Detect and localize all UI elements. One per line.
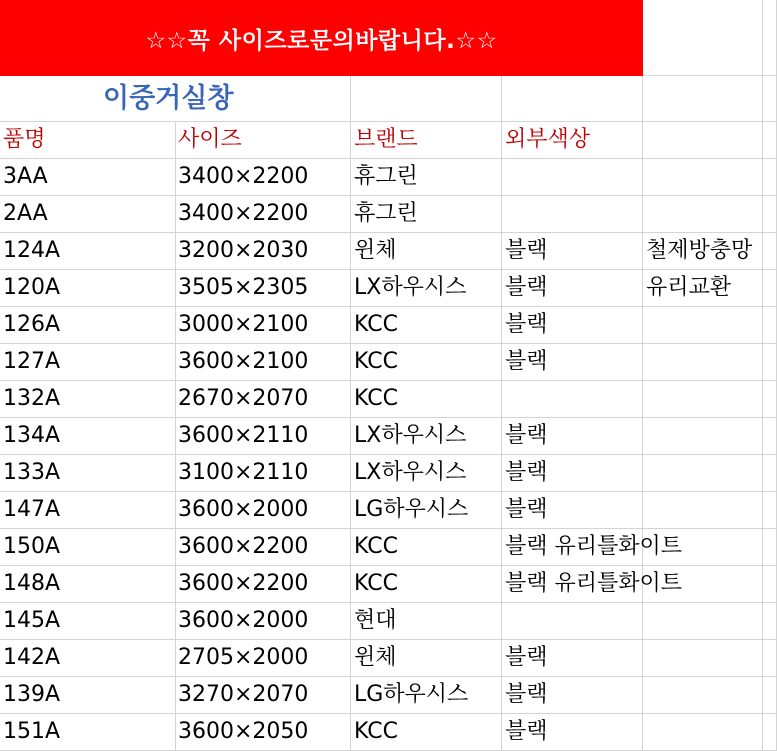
cell-item-code[interactable] <box>0 307 176 344</box>
cell-brand-text: 휴그린 <box>354 201 418 226</box>
cell-brand-text: KCC <box>354 719 398 744</box>
cell-brand[interactable] <box>351 566 502 603</box>
cell-exterior-color-text: 블랙 <box>505 682 548 707</box>
cell-exterior-color[interactable] <box>502 677 643 714</box>
cell-extra[interactable] <box>763 566 777 603</box>
cell-size-text: 3270×2070 <box>178 682 309 707</box>
cell-item-code-text: 120A <box>3 275 61 300</box>
cell-size-text: 3200×2030 <box>178 238 309 263</box>
cell-note-text: 철제방충망 <box>646 238 753 263</box>
cell-exterior-color-text: 블랙 <box>505 497 548 522</box>
cell-brand[interactable] <box>351 418 502 455</box>
cell-exterior-color[interactable] <box>502 455 643 492</box>
cell-exterior-color-text: 블랙 <box>505 719 548 744</box>
cell-extra[interactable] <box>763 270 777 307</box>
cell-note[interactable] <box>643 381 763 418</box>
cell-brand[interactable] <box>351 714 502 751</box>
cell-extra[interactable] <box>763 344 777 381</box>
cell-size[interactable] <box>176 566 351 603</box>
cell-item-code[interactable] <box>0 714 176 751</box>
cell-brand[interactable] <box>351 159 502 196</box>
cell-size[interactable] <box>176 159 351 196</box>
cell-item-code-text: 126A <box>3 312 61 337</box>
cell-size-text: 3600×2100 <box>178 349 309 374</box>
cell-note[interactable] <box>643 677 763 714</box>
cell-exterior-color[interactable] <box>502 566 683 603</box>
cell-item-code[interactable] <box>0 492 176 529</box>
cell-item-code[interactable] <box>0 270 176 307</box>
cell-exterior-color-text: 블랙 <box>505 349 548 374</box>
cell-brand-text: KCC <box>354 534 398 559</box>
cell-note[interactable] <box>643 196 763 233</box>
cell-item-code[interactable] <box>0 381 176 418</box>
cell-extra[interactable] <box>763 640 777 677</box>
cell-size[interactable] <box>176 381 351 418</box>
cell-exterior-color[interactable] <box>502 307 643 344</box>
cell-brand[interactable] <box>351 270 502 307</box>
cell-extra[interactable] <box>763 418 777 455</box>
cell-extra[interactable] <box>763 381 777 418</box>
cell-brand-text: LG하우시스 <box>354 497 469 522</box>
header-extra[interactable] <box>763 122 777 159</box>
cell-note-text: 유리교환 <box>646 275 732 300</box>
empty-cell[interactable] <box>351 76 502 122</box>
cell-item-code[interactable] <box>0 603 176 640</box>
cell-item-code[interactable] <box>0 418 176 455</box>
cell-extra[interactable] <box>763 455 777 492</box>
cell-exterior-color[interactable] <box>502 159 643 196</box>
cell-exterior-color[interactable] <box>502 492 643 529</box>
cell-exterior-color[interactable] <box>502 344 643 381</box>
sheet-title-cell-text: 이중거실창 <box>103 83 234 114</box>
cell-size-text: 2705×2000 <box>178 645 309 670</box>
cell-size[interactable] <box>176 677 351 714</box>
header-item-code[interactable] <box>0 122 176 159</box>
cell-brand-text: LX하우시스 <box>354 460 467 485</box>
cell-size[interactable] <box>176 529 351 566</box>
cell-size-text: 3400×2200 <box>178 201 309 226</box>
cell-exterior-color-text: 블랙 <box>505 238 548 263</box>
cell-exterior-color-text: 블랙 유리틀화이트 <box>505 571 683 596</box>
cell-exterior-color-text: 블랙 <box>505 460 548 485</box>
cell-brand-text: LG하우시스 <box>354 682 469 707</box>
cell-brand[interactable] <box>351 307 502 344</box>
header-brand[interactable] <box>351 122 502 159</box>
cell-note[interactable] <box>643 714 763 751</box>
cell-brand-text: 현대 <box>354 608 397 633</box>
cell-exterior-color[interactable] <box>502 640 643 677</box>
cell-size[interactable] <box>176 418 351 455</box>
header-brand-text: 브랜드 <box>354 127 418 152</box>
cell-note[interactable] <box>643 159 763 196</box>
cell-brand[interactable] <box>351 344 502 381</box>
cell-note[interactable] <box>643 344 763 381</box>
cell-extra[interactable] <box>763 677 777 714</box>
sheet-title-cell[interactable] <box>0 76 351 122</box>
cell-note[interactable] <box>643 270 763 307</box>
cell-item-code[interactable] <box>0 640 176 677</box>
cell-size-text: 3600×2000 <box>178 497 309 522</box>
cell-brand-text: KCC <box>354 312 398 337</box>
cell-size[interactable] <box>176 233 351 270</box>
cell-item-code[interactable] <box>0 344 176 381</box>
cell-exterior-color[interactable] <box>502 233 643 270</box>
cell-exterior-color[interactable] <box>502 418 643 455</box>
cell-size-text: 2670×2070 <box>178 386 309 411</box>
header-exterior-color-text: 외부색상 <box>505 127 591 152</box>
cell-size-text: 3600×2200 <box>178 534 309 559</box>
cell-brand[interactable] <box>351 529 502 566</box>
cell-exterior-color[interactable] <box>502 603 643 640</box>
empty-cell[interactable] <box>643 0 763 76</box>
cell-brand[interactable] <box>351 677 502 714</box>
cell-exterior-color-text: 블랙 <box>505 423 548 448</box>
cell-extra[interactable] <box>763 492 777 529</box>
cell-size[interactable] <box>176 714 351 751</box>
cell-item-code-text: 150A <box>3 534 61 559</box>
cell-exterior-color-text: 블랙 유리틀화이트 <box>505 534 683 559</box>
cell-item-code[interactable] <box>0 677 176 714</box>
cell-exterior-color[interactable] <box>502 270 643 307</box>
cell-extra[interactable] <box>763 159 777 196</box>
header-size[interactable] <box>176 122 351 159</box>
cell-item-code[interactable] <box>0 159 176 196</box>
cell-extra[interactable] <box>763 714 777 751</box>
cell-brand-text: LX하우시스 <box>354 423 467 448</box>
cell-size[interactable] <box>176 640 351 677</box>
banner-text: ☆☆꼭 사이즈로문의바랍니다.☆☆ <box>145 27 498 54</box>
cell-brand-text: LX하우시스 <box>354 275 467 300</box>
cell-size-text: 3600×2200 <box>178 571 309 596</box>
cell-brand-text: KCC <box>354 386 398 411</box>
cell-note[interactable] <box>643 492 763 529</box>
cell-note[interactable] <box>643 455 763 492</box>
cell-note[interactable] <box>643 233 763 270</box>
banner-cell[interactable] <box>0 0 643 76</box>
cell-extra[interactable] <box>763 529 777 566</box>
cell-exterior-color-text: 블랙 <box>505 645 548 670</box>
cell-size-text: 3100×2110 <box>178 460 309 485</box>
cell-brand[interactable] <box>351 196 502 233</box>
cell-item-code-text: 2AA <box>3 201 48 226</box>
cell-brand[interactable] <box>351 603 502 640</box>
cell-item-code[interactable] <box>0 455 176 492</box>
empty-cell[interactable] <box>763 0 777 76</box>
cell-item-code-text: 127A <box>3 349 61 374</box>
cell-extra[interactable] <box>763 233 777 270</box>
cell-item-code[interactable] <box>0 529 176 566</box>
cell-size-text: 3400×2200 <box>178 164 309 189</box>
cell-brand-text: KCC <box>354 571 398 596</box>
cell-note[interactable] <box>643 418 763 455</box>
cell-extra[interactable] <box>763 307 777 344</box>
cell-size-text: 3000×2100 <box>178 312 309 337</box>
cell-size-text: 3600×2050 <box>178 719 309 744</box>
cell-brand[interactable] <box>351 233 502 270</box>
cell-exterior-color-text: 블랙 <box>505 312 548 337</box>
cell-exterior-color[interactable] <box>502 714 643 751</box>
cell-size[interactable] <box>176 270 351 307</box>
cell-item-code-text: 148A <box>3 571 61 596</box>
cell-item-code-text: 3AA <box>3 164 48 189</box>
cell-item-code[interactable] <box>0 566 176 603</box>
cell-brand[interactable] <box>351 492 502 529</box>
cell-exterior-color[interactable] <box>502 196 643 233</box>
cell-note[interactable] <box>643 307 763 344</box>
cell-item-code-text: 139A <box>3 682 61 707</box>
cell-brand[interactable] <box>351 640 502 677</box>
empty-cell[interactable] <box>763 76 777 122</box>
cell-note[interactable] <box>643 640 763 677</box>
cell-exterior-color-text: 블랙 <box>505 275 548 300</box>
cell-size[interactable] <box>176 492 351 529</box>
cell-size[interactable] <box>176 307 351 344</box>
cell-note[interactable] <box>643 603 763 640</box>
cell-item-code[interactable] <box>0 233 176 270</box>
cell-extra[interactable] <box>763 603 777 640</box>
cell-extra[interactable] <box>763 196 777 233</box>
cell-item-code-text: 133A <box>3 460 61 485</box>
header-exterior-color[interactable] <box>502 122 643 159</box>
cell-item-code-text: 124A <box>3 238 61 263</box>
empty-cell[interactable] <box>502 76 643 122</box>
cell-item-code[interactable] <box>0 196 176 233</box>
cell-size[interactable] <box>176 344 351 381</box>
cell-item-code-text: 151A <box>3 719 61 744</box>
cell-size-text: 3600×2110 <box>178 423 309 448</box>
cell-size-text: 3505×2305 <box>178 275 309 300</box>
header-size-text: 사이즈 <box>178 127 242 152</box>
cell-item-code-text: 134A <box>3 423 61 448</box>
cell-brand-text: KCC <box>354 349 398 374</box>
cell-size[interactable] <box>176 455 351 492</box>
empty-cell[interactable] <box>643 76 763 122</box>
cell-brand-text: 윈체 <box>354 238 397 263</box>
cell-item-code-text: 142A <box>3 645 61 670</box>
cell-size-text: 3600×2000 <box>178 608 309 633</box>
cell-brand-text: 윈체 <box>354 645 397 670</box>
cell-size[interactable] <box>176 196 351 233</box>
cell-exterior-color[interactable] <box>502 529 683 566</box>
cell-brand-text: 휴그린 <box>354 164 418 189</box>
cell-item-code-text: 132A <box>3 386 61 411</box>
cell-exterior-color[interactable] <box>502 381 643 418</box>
cell-brand[interactable] <box>351 381 502 418</box>
cell-size[interactable] <box>176 603 351 640</box>
cell-brand[interactable] <box>351 455 502 492</box>
header-note[interactable] <box>643 122 763 159</box>
header-item-code-text: 품명 <box>3 127 46 152</box>
cell-item-code-text: 145A <box>3 608 61 633</box>
cell-item-code-text: 147A <box>3 497 61 522</box>
